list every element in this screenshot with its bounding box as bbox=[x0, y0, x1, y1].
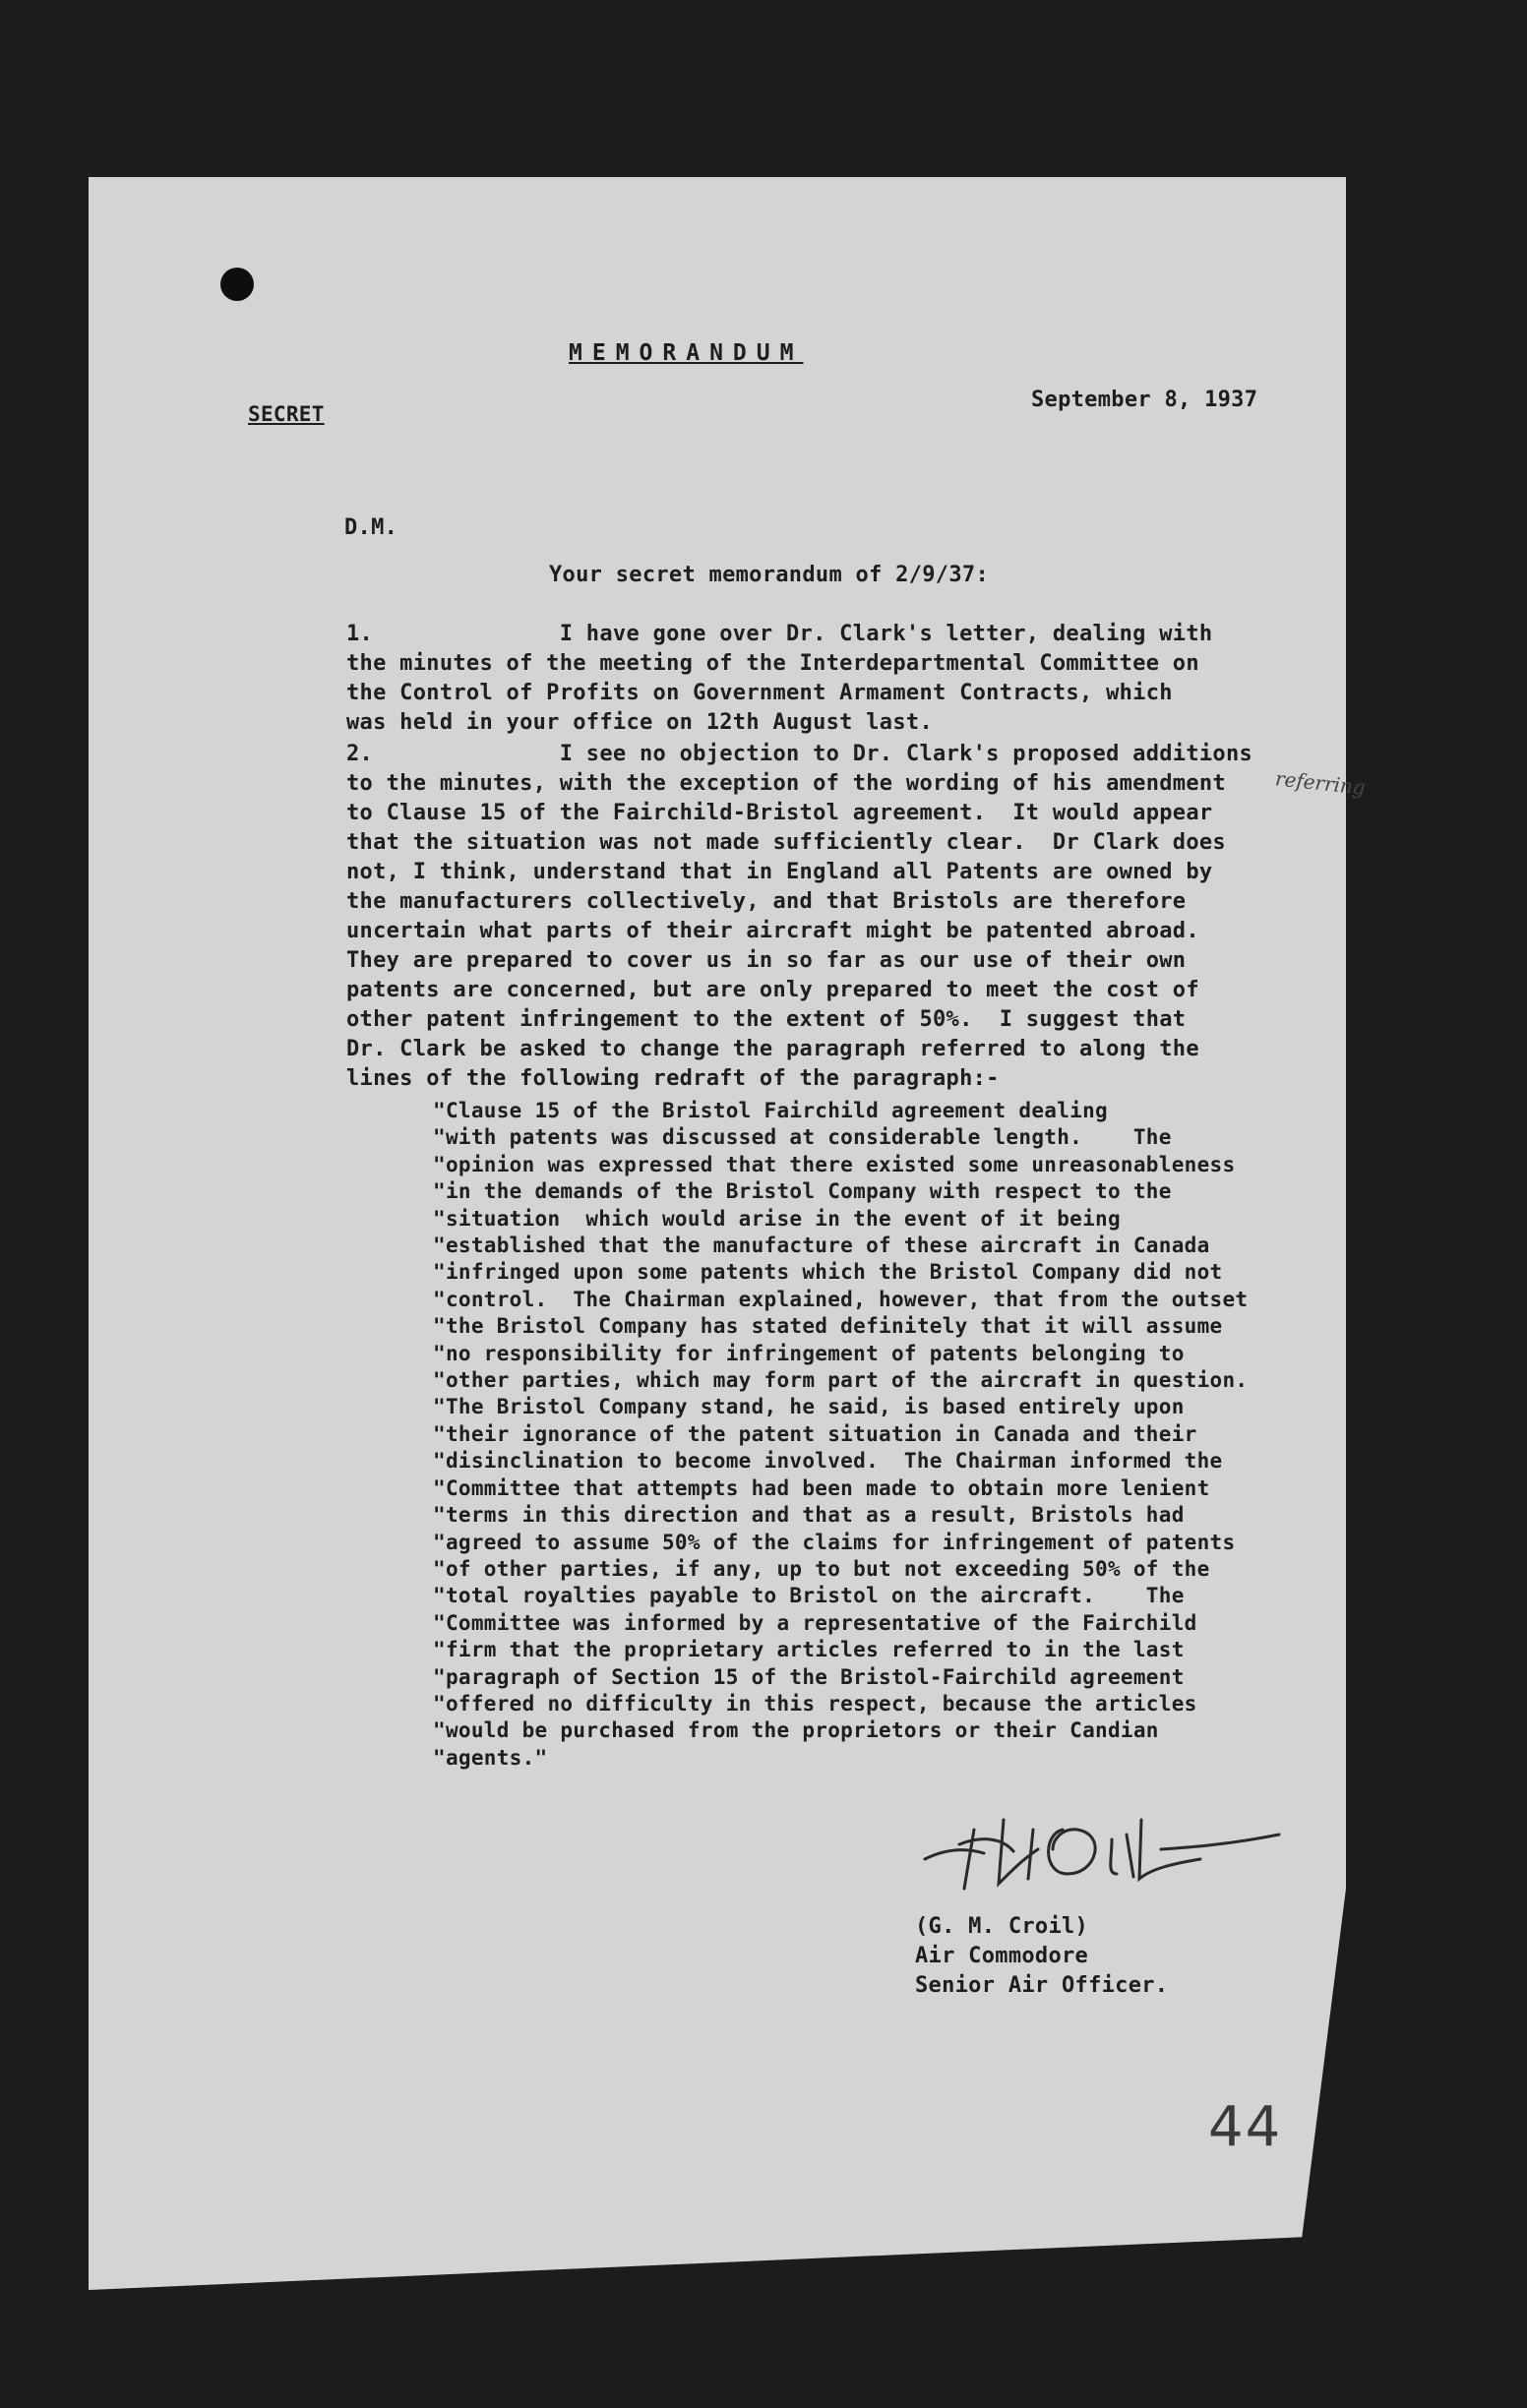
classification-label: SECRET bbox=[248, 402, 325, 426]
addressee: D.M. bbox=[344, 515, 398, 540]
memo-title: MEMORANDUM bbox=[569, 340, 804, 366]
memo-date: September 8, 1937 bbox=[1031, 388, 1258, 412]
paragraph-2: 2. I see no objection to Dr. Clark's proposed additions to the minutes, with the exception of the wording of his amendment to Clause 15 of the Fairchild-Bristol agreement. It would appear that the situation was not made sufficiently clear. Dr Clark does not, I think, understand that in England all Patents are owned by the manufacturers collectively, and that Bristols are therefore uncertain what parts of their aircraft might be patented abroad. They are prepared to cover us in so far as our use of their own patents are concerned, but are only prepared to meet the cost of other patent infringement to the extent of 50%. I suggest that Dr. Clark be asked to change the paragraph referred to along the lines of the following redraft of the paragraph:- bbox=[346, 742, 1253, 1091]
signature-block bbox=[915, 1912, 1168, 2001]
signatory-rank: Air Commodore bbox=[915, 1944, 1089, 1968]
paragraph-1: 1. I have gone over Dr. Clark's letter, dealing with the minutes of the meeting of the Interdepartmental Committee on the Control of Profits on Government Armament Contracts, which was held in your office on 12th August last. bbox=[346, 622, 1213, 735]
handwritten-margin-note: referring bbox=[1273, 766, 1367, 800]
quoted-redraft: "Clause 15 of the Bristol Fairchild agreement dealing "with patents was discussed at considerable length. The "opinion was expressed that there existed some unreasonableness "in the demands of the Bristol Company with respect to the "situation which would arise in the event of it being "established that the manufacture of these aircraft in Canada "infringed upon some patents which the Bristol Company did not "control. The Chairman explained, however, that from the outset "the Bristol Company has stated definitely that it will assume "no responsibility for infringement of patents belonging to "other parties, which may form part of the aircraft in question. "The Bristol Company stand, he said, is based entirely upon "their ignorance of the patent situation in Canada and their "disinclination to become involved. The Chairman informed the "Committee that attempts had been made to obtain more lenient "terms in this direction and that as a result, Bristols had "agreed to assume 50% of the claims for infringement of patents "of other parties, if any, up to but not exceeding 50% of the "total royalties payable to Bristol on the aircraft. The "Committee was informed by a representative of the Fairchild "firm that the proprietary articles referred to in the last "paragraph of Section 15 of the Bristol-Fairchild agreement "offered no difficulty in this respect, because the articles "would be purchased from the proprietors or their Candian "agents." bbox=[433, 1099, 1249, 1770]
punch-hole bbox=[220, 268, 254, 301]
signatory-name: (G. M. Croil) bbox=[915, 1914, 1089, 1939]
handwritten-signature bbox=[905, 1790, 1299, 1908]
reference-line: Your secret memorandum of 2/9/37: bbox=[549, 563, 989, 587]
signatory-position: Senior Air Officer. bbox=[915, 1973, 1169, 1998]
page-number: 44 bbox=[1208, 2095, 1283, 2159]
